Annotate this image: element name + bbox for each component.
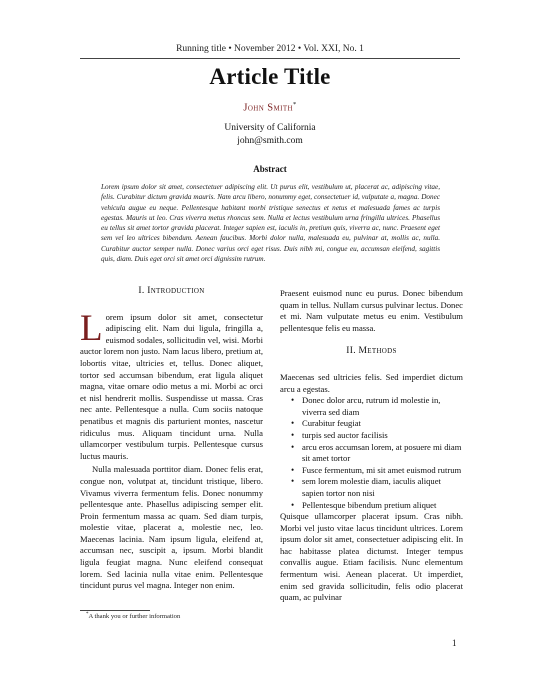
footnote-mark: * (86, 612, 89, 617)
list-item: • Curabitur feugiat (294, 418, 463, 430)
methods-bullet-list (280, 395, 463, 511)
intro-paragraph-2: Nulla malesuada porttitor diam. Donec felis erat, congue non, volutpat at, tincidunt tristique, libero. Vivamus viverra fermentum felis. Donec nonummy pellentesque ante. Phasellus adipiscing semper elit. Proin fermentum massa ac quam. Sed diam turpis, molestie vitae, placerat a, molestie nec, leo. Maecenas lacinia. Nam ipsum ligula, eleifend at, accumsan nec, suscipit a, ipsum. Morbi blandit ligula feugiat magna. Nunc eleifend consequat lorem. Sed lacinia nulla vitae enim. Pellentesque tincidunt purus vel magna. Integer non enim. (80, 464, 263, 591)
intro-paragraph-3: Praesent euismod nunc eu purus. Donec bibendum quam in tellus. Nullam cursus pulvinar lectus. Donec et mi. Nam vulputate metus eu enim. Vestibulum pellentesque felis eu massa. (280, 288, 463, 333)
author-name: John Smith (243, 102, 293, 114)
section-heading-methods: II. Methods (346, 346, 397, 357)
abstract-heading: Abstract (253, 164, 287, 174)
list-item: • Fusce fermentum, mi sit amet euismod rutrum (294, 465, 463, 477)
list-item: • Pellentesque bibendum pretium aliquet (294, 500, 463, 512)
page-number: 1 (452, 638, 457, 648)
footnote-rule (80, 610, 150, 611)
header-rule (80, 58, 460, 59)
list-item: • Donec dolor arcu, rutrum id molestie in, viverra sed diam (294, 395, 463, 418)
intro-paragraph-1-text: orem ipsum dolor sit amet, consectetur adipiscing elit. Nam dui ligula, fringilla a, euismod sodales, sollicitudin vel, wisi. Morbi auctor lorem non justo. Nam lacus libero, pretium at, lobortis vitae, ultricies et, tellus. Donec aliquet, tortor sed accumsan bibendum, erat ligula aliquet magna, vitae ornare odio metus a mi. Morbi ac orci et nisl hendrerit mollis. Suspendisse ut massa. Cras nec ante. Pellentesque a nulla. Cum sociis natoque penatibus et magnis dis parturient montes, nascetur ridiculus mus. Aliquam tincidunt urna. Nulla ullamcorper vestibulum turpis. Pellentesque cursus luctus mauris. (80, 311, 263, 461)
affiliation: University of California (224, 123, 316, 133)
abstract-text: Lorem ipsum dolor sit amet, consectetuer adipiscing elit. Ut purus elit, vestibulum ut, placerat ac, adipiscing vitae, felis. Curabitur dictum gravida mauris. Nam arcu libero, nonummy eget, consectetuer id, vulputate a, magna. Donec vehicula augue eu neque. Pellentesque habitant morbi tristique senectus et netus et malesuada fames ac turpis egestas. Mauris ut leo. Cras viverra metus rhoncus sem. Nulla et lectus vestibulum urna fringilla ultrices. Phasellus eu tellus sit amet tortor gravida placerat. Integer sapien est, iaculis in, pretium quis, viverra ac, nunc. Praesent eget sem vel leo ultrices bibendum. Aenean faucibus. Morbi dolor nulla, malesuada eu, pulvinar at, mollis ac, nulla. Curabitur auctor semper nulla. Donec varius orci eget risus. Duis nibh mi, congue eu, accumsan eleifend, sagittis quis, diam. Duis eget orci sit amet orci dignissim rutrum. (101, 183, 440, 264)
article-title: Article Title (209, 64, 331, 89)
footnote-text: A thank you or further information (88, 613, 181, 621)
drop-cap: L (80, 307, 103, 349)
right-column (280, 288, 463, 604)
intro-paragraph-1 (80, 307, 263, 463)
list-item: • sem lorem molestie diam, iaculis aliquet sapien tortor non nisi (294, 476, 463, 499)
author-footnote-mark: * (292, 101, 297, 108)
list-item: • arcu eros accumsan lorem, at posuere mi diam sit amet tortor (294, 442, 463, 465)
footnote (86, 612, 180, 620)
methods-paragraph: Quisque ullamcorper placerat ipsum. Cras nibh. Morbi vel justo vitae lacus tincidunt ultrices. Lorem ipsum dolor sit amet, consectetuer adipiscing elit. In hac habitasse platea dictumst. Integer tempus convallis augue. Etiam facilisis. Nunc elementum fermentum wisi. Aenean placerat. Ut imperdiet, enim sed gravida sollicitudin, felis odio placerat quam, ac pulvinar (280, 511, 463, 603)
section-heading-introduction: I. Introduction (138, 286, 205, 296)
methods-intro: Maecenas sed ultricies felis. Sed imperdiet dictum arcu a egestas. (280, 371, 463, 394)
list-item: • turpis sed auctor facilisis (294, 430, 463, 442)
running-head: Running title • November 2012 • Vol. XXI, No. 1 (176, 44, 364, 54)
author-line (80, 101, 460, 114)
affiliation-block (80, 122, 460, 148)
left-column (80, 286, 263, 592)
author-email[interactable]: john@smith.com (237, 136, 303, 146)
